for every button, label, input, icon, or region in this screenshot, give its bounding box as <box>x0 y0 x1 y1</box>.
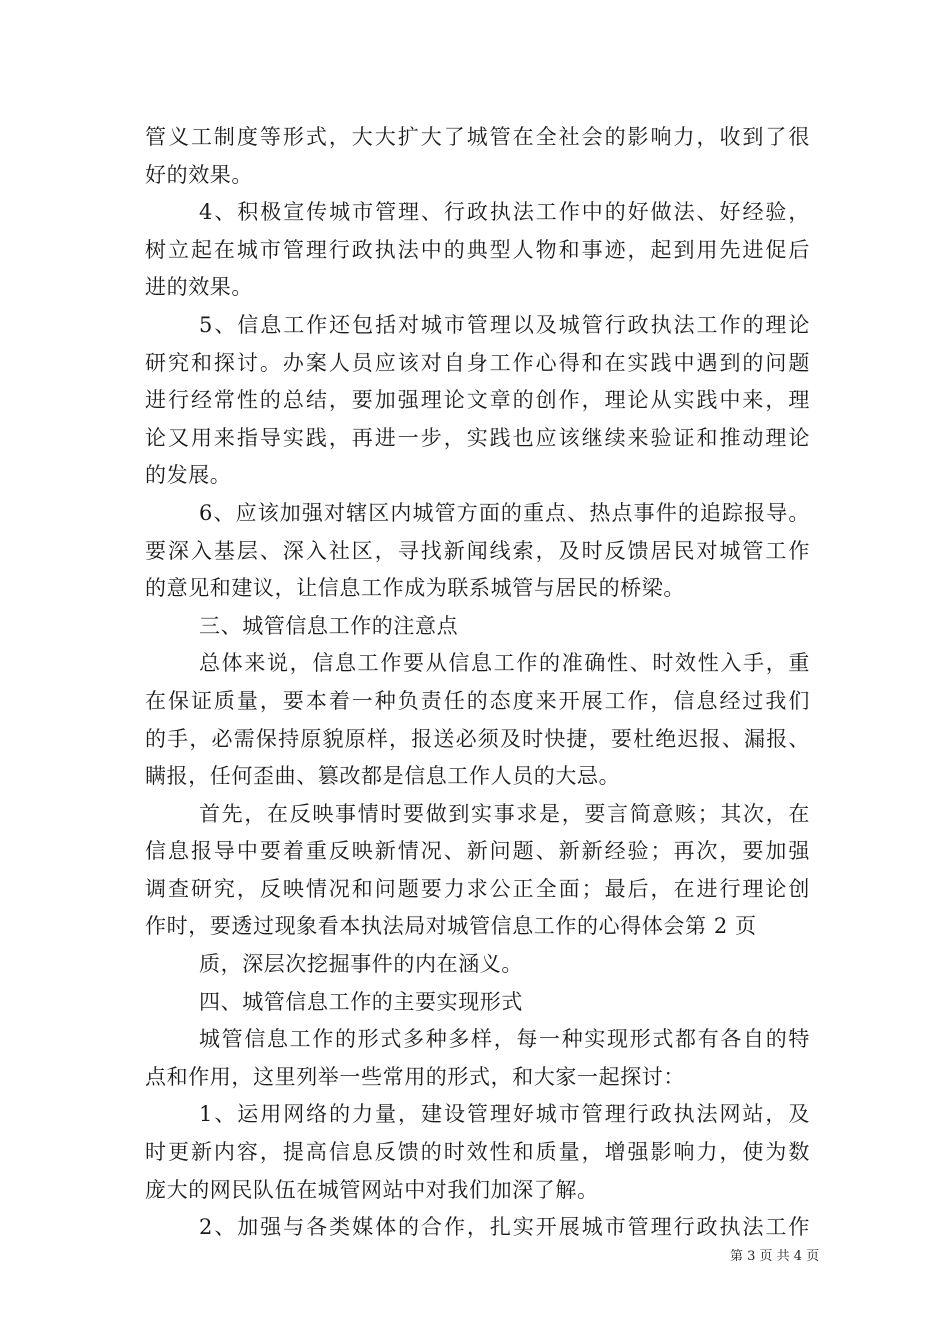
text-line: 好的效果。 <box>145 162 253 187</box>
text-line: 庞大的网民队伍在城管网站中对我们加深了解。 <box>145 1177 599 1202</box>
text-line: 信息报导中要着重反映新情况、新问题、新新经验；再次，要加强 <box>145 839 810 864</box>
page-number-footer: 第 3 页 共 4 页 <box>730 1249 820 1264</box>
text-line: 时更新内容，提高信息反馈的时效性和质量，增强影响力，使为数 <box>145 1140 810 1165</box>
text-line: 的发展。 <box>145 463 232 488</box>
text-line: 6、应该加强对辖区内城管方面的重点、热点事件的追踪报导。 <box>199 500 810 525</box>
text-line: 作时，要透过现象看本执法局对城管信息工作的心得体会第 2 页 <box>145 914 757 939</box>
text-line: 2、加强与各类媒体的合作，扎实开展城市管理行政执法工作 <box>199 1215 810 1240</box>
document-body <box>145 119 810 1247</box>
text-line: 质，深层次挖掘事件的内在涵义。 <box>199 952 523 977</box>
text-line: 的意见和建议，让信息工作成为联系城管与居民的桥梁。 <box>145 576 685 601</box>
text-line: 管义工制度等形式，大大扩大了城管在全社会的影响力，收到了很 <box>145 125 810 149</box>
text-line: 城管信息工作的形式多种多样，每一种实现形式都有各自的特 <box>199 1027 810 1052</box>
text-line: 首先，在反映事情时要做到实事求是，要言简意赅；其次，在 <box>199 801 810 826</box>
text-line: 1、运用网络的力量，建设管理好城市管理行政执法网站，及 <box>199 1102 810 1127</box>
text-line: 的手，必需保持原貌原样，报送必须及时快捷，要杜绝迟报、漏报、 <box>145 726 810 751</box>
text-line: 四、城管信息工作的主要实现形式 <box>199 989 523 1014</box>
text-line: 调查研究，反映情况和问题要力求公正全面；最后，在进行理论创 <box>145 876 810 901</box>
text-line: 研究和探讨。办案人员应该对自身工作心得和在实践中遇到的问题 <box>145 350 810 375</box>
text-line: 进行经常性的总结，要加强理论文章的创作，理论从实践中来，理 <box>145 388 810 413</box>
text-line: 瞒报，任何歪曲、篡改都是信息工作人员的大忌。 <box>145 764 621 789</box>
text-line: 4、积极宣传城市管理、行政执法工作中的好做法、好经验， <box>199 200 810 225</box>
text-line: 进的效果。 <box>145 275 253 300</box>
text-line: 要深入基层、深入社区，寻找新闻线索，及时反馈居民对城管工作 <box>145 538 810 563</box>
text-line: 在保证质量，要本着一种负责任的态度来开展工作，信息经过我们 <box>145 688 810 713</box>
text-line: 树立起在城市管理行政执法中的典型人物和事迹，起到用先进促后 <box>145 237 810 262</box>
text-line: 点和作用，这里列举一些常用的形式，和大家一起探讨： <box>145 1064 685 1089</box>
text-line: 三、城管信息工作的注意点 <box>199 613 459 638</box>
text-line: 论又用来指导实践，再进一步，实践也应该继续来验证和推动理论 <box>145 425 810 450</box>
text-line: 总体来说，信息工作要从信息工作的准确性、时效性入手，重 <box>199 651 810 676</box>
text-line: 5、信息工作还包括对城市管理以及城管行政执法工作的理论 <box>199 312 810 337</box>
